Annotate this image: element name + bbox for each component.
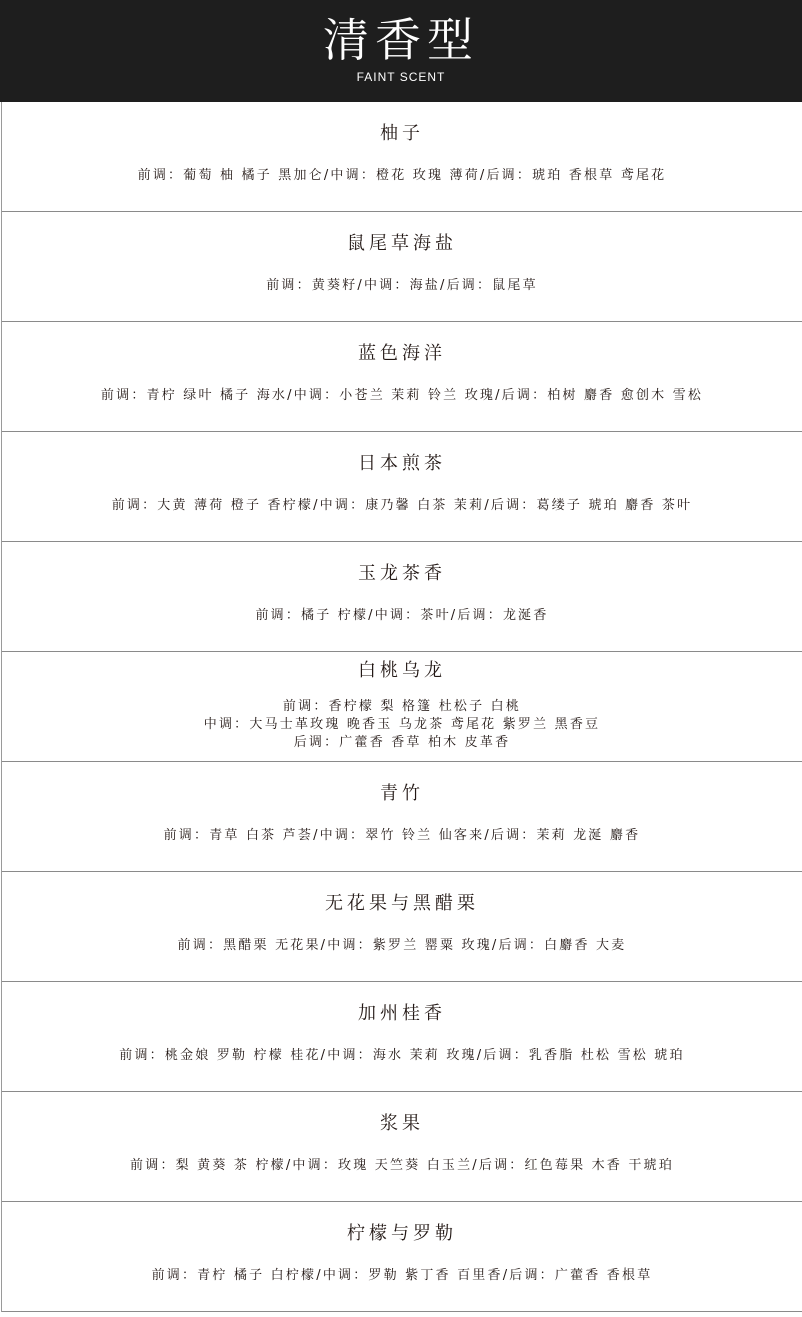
fragrance-notes bbox=[2, 277, 802, 295]
notes-line: 前调：黄葵籽/中调：海盐/后调：鼠尾草 bbox=[266, 278, 538, 293]
fragrance-row bbox=[2, 1092, 802, 1202]
notes-line: 前调：青柠 橘子 白柠檬/中调：罗勒 紫丁香 百里香/后调：广藿香 香根草 bbox=[151, 1268, 653, 1283]
fragrance-name: 玉龙茶香 bbox=[358, 563, 446, 584]
fragrance-notes bbox=[2, 1267, 802, 1285]
fragrance-row bbox=[2, 872, 802, 982]
fragrance-list bbox=[1, 102, 802, 1312]
fragrance-row bbox=[2, 322, 802, 432]
fragrance-name: 鼠尾草海盐 bbox=[347, 233, 457, 254]
page-header bbox=[0, 0, 802, 102]
fragrance-notes bbox=[2, 167, 802, 185]
fragrance-notes bbox=[2, 698, 802, 752]
fragrance-row bbox=[2, 982, 802, 1092]
fragrance-row bbox=[2, 432, 802, 542]
fragrance-name: 柠檬与罗勒 bbox=[347, 1223, 457, 1244]
notes-line: 前调：香柠檬 梨 格篷 杜松子 白桃 bbox=[282, 699, 522, 714]
fragrance-notes bbox=[2, 387, 802, 405]
fragrance-notes bbox=[2, 607, 802, 625]
fragrance-row bbox=[2, 542, 802, 652]
notes-line: 前调：桃金娘 罗勒 柠檬 桂花/中调：海水 茉莉 玫瑰/后调：乳香脂 杜松 雪松 琥珀 bbox=[119, 1048, 685, 1063]
fragrance-name: 无花果与黑醋栗 bbox=[325, 893, 479, 914]
fragrance-row bbox=[2, 652, 802, 762]
fragrance-notes bbox=[2, 1047, 802, 1065]
fragrance-notes bbox=[2, 1157, 802, 1175]
fragrance-name: 加州桂香 bbox=[358, 1003, 446, 1024]
notes-line: 前调：梨 黄葵 茶 柠檬/中调：玫瑰 天竺葵 白玉兰/后调：红色莓果 木香 干琥珀 bbox=[130, 1158, 674, 1173]
notes-line: 前调：黑醋栗 无花果/中调：紫罗兰 罂粟 玫瑰/后调：白麝香 大麦 bbox=[177, 938, 627, 953]
notes-line: 前调：葡萄 柚 橘子 黑加仑/中调：橙花 玫瑰 薄荷/后调：琥珀 香根草 鸢尾花 bbox=[137, 168, 667, 183]
fragrance-notes bbox=[2, 827, 802, 845]
fragrance-name: 青竹 bbox=[380, 783, 424, 804]
notes-line: 后调：广藿香 香草 柏木 皮革香 bbox=[293, 735, 511, 750]
page-title: 清香型 bbox=[323, 13, 479, 67]
notes-line: 前调：橘子 柠檬/中调：茶叶/后调：龙涎香 bbox=[255, 608, 549, 623]
fragrance-notes bbox=[2, 937, 802, 955]
fragrance-name: 柚子 bbox=[380, 123, 424, 144]
notes-line: 中调：大马士革玫瑰 晚香玉 乌龙茶 鸢尾花 紫罗兰 黑香豆 bbox=[203, 717, 601, 732]
notes-line: 前调：大黄 薄荷 橙子 香柠檬/中调：康乃馨 白茶 茉莉/后调：葛缕子 琥珀 麝香 茶叶 bbox=[111, 498, 693, 513]
fragrance-row bbox=[2, 1202, 802, 1312]
fragrance-name: 蓝色海洋 bbox=[358, 343, 446, 364]
page-subtitle: FAINT SCENT bbox=[356, 70, 446, 84]
notes-line: 前调：青草 白茶 芦荟/中调：翠竹 铃兰 仙客来/后调：茉莉 龙涎 麝香 bbox=[163, 828, 641, 843]
fragrance-name: 浆果 bbox=[380, 1113, 424, 1134]
fragrance-name: 白桃乌龙 bbox=[358, 660, 446, 681]
fragrance-name: 日本煎茶 bbox=[358, 453, 446, 474]
fragrance-row bbox=[2, 212, 802, 322]
fragrance-row bbox=[2, 102, 802, 212]
fragrance-notes bbox=[2, 497, 802, 515]
notes-line: 前调：青柠 绿叶 橘子 海水/中调：小苍兰 茉莉 铃兰 玫瑰/后调：柏树 麝香 愈创木 雪松 bbox=[100, 388, 704, 403]
fragrance-row bbox=[2, 762, 802, 872]
